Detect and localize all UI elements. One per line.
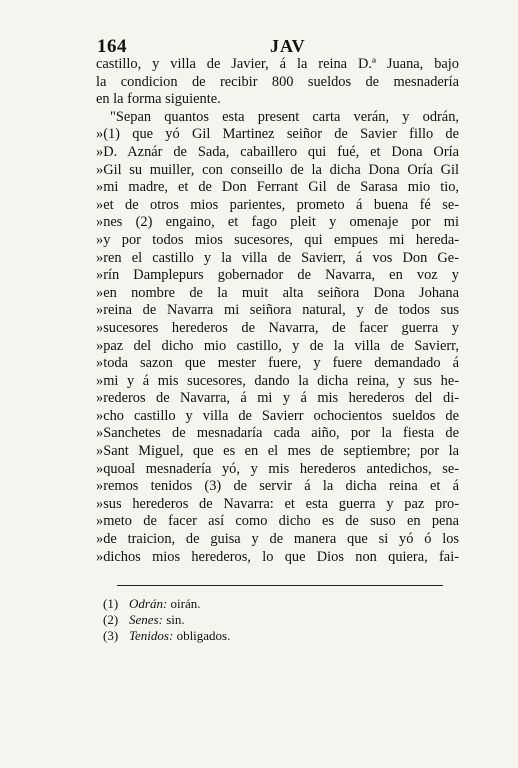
text-line: »remos tenidos (3) de servir á la dicha reina et á [96,478,459,495]
text-line: »de traicion, de guisa y de manera que si yó ó los [96,531,459,548]
text-line: »(1) que yó Gil Martinez seiñor de Savier fillo de [96,126,459,143]
text-line: »y por todos mios sucesores, qui empues mi hereda- [96,231,459,248]
footnote-definition: oirán. [167,596,201,611]
text-line: »en nombre de la muit alta seiñora Dona Johana [96,284,459,301]
text-line: »Gil su muiller, con conseillo de la dicha Dona Oría Gil [96,161,459,178]
footnote [103,612,403,628]
text-line: la condicion de recibir 800 sueldos de mesnadería [96,73,459,90]
text-line: en la forma siguiente. [96,91,221,108]
page-number: 164 [97,36,127,57]
text-line: »sus herederos de Navarra: et esta guerra y paz pro- [96,495,459,512]
text-line: »mi y á mis sucesores, dando la dicha reina, y sus he- [96,372,459,389]
footnote-term: Senes: [129,612,163,627]
footnote [103,628,403,644]
footnote-rule [117,585,443,586]
text-line: »sucesores herederos de Navarra, de facer guerra y [96,319,459,336]
running-head: JAV [270,36,306,56]
text-line: »dichos mios herederos, lo que Dios non quiera, fai- [96,548,459,565]
text-line: »toda sazon que mester fuere, y fuere demandado á [96,355,459,372]
footnote-number: (3) [103,628,119,643]
text-line: »meto de facer así como dicho es de suso en pena [96,513,459,530]
footnote-term: Odrán: [129,596,168,611]
text-line: »mi madre, et de Don Ferrant Gil de Sarasa mio tio, [96,179,459,196]
text-line: »Sanchetes de mesnadaría cada aiño, por la fiesta de [96,425,459,442]
text-line: »quoal mesnadería yó, y mis herederos antedichos, se- [96,460,459,477]
footnote-number: (2) [103,612,119,627]
footnote-definition: sin. [162,612,185,627]
footnote-definition: obligados. [173,628,231,643]
text-line: »reina de Navarra mi seiñora natural, y de todos sus [96,302,459,319]
text-line: »D. Aznár de Sada, cabaillero qui fué, et Dona Oría [96,143,459,160]
footnotes [103,596,403,644]
footnote [103,596,403,612]
text-line: »Sant Miguel, que es en el mes de septiembre; por la [96,443,459,460]
text-line: »rín Damplepurs gobernador de Navarra, en voz y [96,267,459,284]
text-line: »paz del dicho mio castillo, y de la villa de Savierr, [96,337,459,354]
text-line: castillo, y villa de Javier, á la reina D.ª Juana, bajo [96,56,459,72]
page-header [97,36,457,56]
body-text [96,56,459,566]
footnote-term: Tenidos: [129,628,174,643]
text-line: »et de otros mios parientes, prometo á buena fé se- [96,196,459,213]
footnote-number: (1) [103,596,119,611]
text-line: »nes (2) engaino, et fago pleit y omenaje por mi [96,214,459,231]
text-line: »cho castillo y villa de Savierr ochocientos sueldos de [96,407,459,424]
text-line: »rederos de Navarra, á mi y á mis herederos del di- [96,390,459,407]
text-line: »ren el castillo y la villa de Savierr, á vos Don Ge- [96,249,459,266]
text-line: "Sepan quantos esta present carta verán, y odrán, [110,108,459,125]
